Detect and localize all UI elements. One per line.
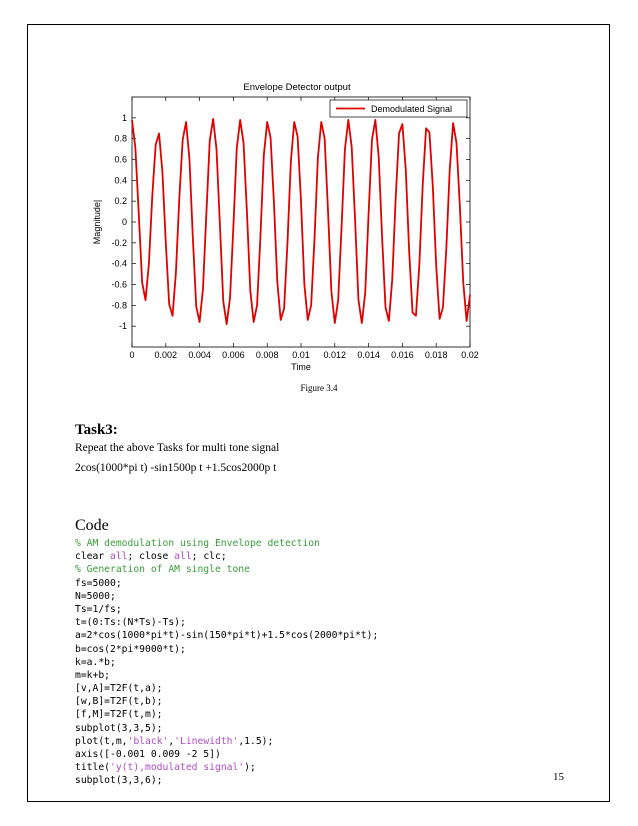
- code-string-token: 'black': [127, 735, 169, 747]
- code-string-token: 'y(t),modulated signal': [110, 762, 245, 774]
- y-tick-label: 1: [121, 112, 127, 123]
- code-line: [75, 643, 378, 656]
- y-tick-label: 0.6: [114, 154, 127, 165]
- y-tick-label: 0.2: [114, 196, 127, 207]
- code-line: [75, 695, 378, 708]
- envelope-detector-chart: [80, 78, 490, 378]
- code-token: t=(0:Ts:(N*Ts)-Ts);: [75, 617, 186, 629]
- code-string-token: 'Linewidth': [174, 735, 239, 747]
- page-number: 15: [553, 771, 564, 783]
- code-line: [75, 590, 378, 603]
- code-token: subplot(3,3,5);: [75, 722, 163, 734]
- code-line: [75, 563, 378, 576]
- x-tick-label: 0.012: [323, 350, 347, 360]
- code-line: [75, 761, 378, 774]
- code-token: b=cos(2*pi*9000*t);: [75, 643, 186, 655]
- chart-title: Envelope Detector output: [243, 82, 351, 93]
- code-token: a=2*cos(1000*pi*t)-sin(150*pi*t)+1.5*cos(2000*pi*t);: [75, 630, 379, 642]
- x-tick-label: 0: [129, 350, 135, 360]
- y-tick-label: 0.8: [114, 133, 127, 144]
- code-token: m=k+b;: [75, 669, 110, 681]
- code-token: [w,B]=T2F(t,b);: [75, 696, 163, 708]
- code-token: );: [244, 762, 256, 774]
- code-token: subplot(3,3,6);: [75, 775, 163, 787]
- code-line: [75, 550, 378, 563]
- y-tick-label: -1: [118, 321, 127, 332]
- y-tick-label: -0.8: [111, 300, 127, 311]
- code-line: [75, 682, 378, 695]
- x-tick-label: 0.002: [154, 350, 178, 360]
- code-line: [75, 603, 378, 616]
- code-token: clear: [75, 551, 110, 563]
- code-token: [f,M]=T2F(t,m);: [75, 709, 163, 721]
- code-token: k=a.*b;: [75, 656, 116, 668]
- legend-label: Demodulated Signal: [371, 104, 453, 114]
- x-tick-label: 0.016: [391, 350, 414, 360]
- code-token: ; clc;: [191, 551, 227, 563]
- code-comment-token: % AM demodulation using Envelope detection: [75, 538, 320, 549]
- code-keyword-token: all: [110, 551, 128, 563]
- x-tick-label: 0.018: [424, 350, 448, 360]
- x-axis-label: Time: [291, 362, 311, 372]
- chart-legend: [330, 100, 467, 117]
- code-token: plot(t,m,: [75, 735, 128, 747]
- code-line: [75, 735, 378, 748]
- y-tick-label: 0: [121, 217, 127, 227]
- code-line: [75, 669, 378, 682]
- y-tick-label: -0.4: [111, 258, 127, 269]
- x-tick-label: 0.008: [255, 350, 279, 360]
- code-line: [75, 774, 378, 787]
- y-tick-label: -0.2: [111, 237, 127, 248]
- code-token: ,: [168, 735, 175, 747]
- y-tick-label: 0.4: [114, 175, 127, 186]
- code-token: N=5000;: [75, 590, 116, 602]
- code-line: [75, 656, 378, 669]
- task-description: Repeat the above Tasks for multi tone signal: [75, 442, 280, 454]
- code-line: [75, 722, 378, 735]
- code-token: Ts=1/fs;: [75, 603, 122, 615]
- x-tick-label: 0.014: [357, 350, 380, 360]
- x-tick-label: 0.006: [222, 350, 245, 360]
- task-heading: Task3:: [75, 422, 118, 438]
- code-line: [75, 616, 378, 629]
- code-token: [v,A]=T2F(t,a);: [75, 683, 163, 695]
- x-tick-label: 0.02: [461, 350, 479, 360]
- code-line: [75, 708, 378, 721]
- figure-caption: Figure 3.4: [300, 383, 338, 393]
- code-line: [75, 577, 378, 590]
- code-heading: Code: [75, 517, 109, 534]
- code-line: [75, 629, 378, 642]
- code-keyword-token: all: [174, 551, 192, 563]
- code-token: axis([-0.001 0.009 -2 5]): [75, 749, 221, 760]
- matlab-code-block: [75, 537, 378, 788]
- code-comment-token: % Generation of AM single tone: [75, 564, 250, 576]
- code-token: fs=5000;: [75, 577, 122, 589]
- y-axis-label: Magnitude|: [92, 199, 102, 245]
- code-token: ,1.5);: [238, 735, 274, 747]
- code-line: [75, 537, 378, 550]
- chart-svg: [80, 78, 490, 378]
- code-token: title(: [75, 762, 110, 774]
- task-signal-expression: 2cos(1000*pi t) -sin1500p t +1.5cos2000p t: [75, 462, 277, 474]
- y-tick-label: -0.6: [111, 279, 127, 290]
- code-line: [75, 748, 378, 761]
- x-tick-label: 0.01: [292, 350, 310, 360]
- x-tick-label: 0.004: [188, 350, 211, 360]
- code-token: ; close: [127, 551, 175, 563]
